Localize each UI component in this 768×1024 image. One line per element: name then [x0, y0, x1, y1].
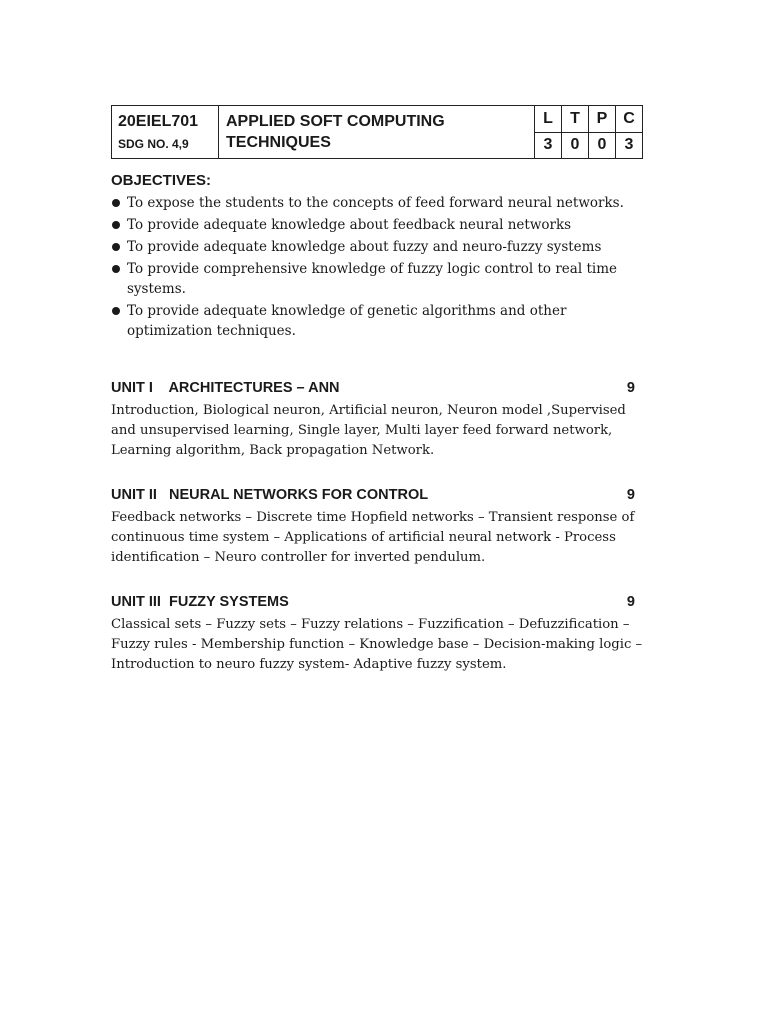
course-code: 20EIEL701 — [118, 112, 199, 130]
course-title-line1: APPLIED SOFT COMPUTING — [226, 113, 445, 130]
ltpc-value-c: 3 — [616, 132, 643, 159]
unit-2-content: Feedback networks – Discrete time Hopfield networks – Transient response of continuous time system – Applications of artificial neural network - Process identification – Neuro controller for inverted pendulum. — [111, 510, 635, 565]
course-title-line2: TECHNIQUES — [226, 134, 331, 151]
course-title-cell — [219, 106, 535, 159]
objective-text: To expose the students to the concepts of feed forward neural networks. — [127, 195, 624, 211]
unit-3-section — [111, 592, 651, 675]
objective-text: To provide adequate knowledge about feedback neural networks — [127, 217, 572, 233]
bullet-icon — [112, 199, 120, 207]
objectives-heading: OBJECTIVES: — [111, 172, 212, 189]
unit-3-content: Classical sets – Fuzzy sets – Fuzzy relations – Fuzzification – Defuzzification – Fuzzy rules - Membership function – Knowledge base – Decision-making logic – Introduction to neuro fuzzy system- Adaptive fuzzy system. — [111, 617, 643, 672]
objective-text: To provide comprehensive knowledge of fuzzy logic control to real time systems. — [127, 261, 617, 297]
unit-2-section — [111, 485, 651, 568]
ltpc-value-p: 0 — [589, 132, 616, 159]
ltpc-header-l: L — [535, 106, 562, 133]
ltpc-header-t: T — [562, 106, 589, 133]
objective-item — [111, 301, 651, 341]
ltpc-value-t: 0 — [562, 132, 589, 159]
objective-item — [111, 237, 651, 257]
unit-1-content: Introduction, Biological neuron, Artificial neuron, Neuron model ,Supervised and unsupervised learning, Single layer, Multi layer feed forward network, Learning algorithm, Back propagation Network. — [111, 403, 626, 458]
objective-item — [111, 259, 651, 299]
bullet-icon — [112, 307, 120, 315]
bullet-icon — [112, 243, 120, 251]
unit-1-heading — [111, 378, 651, 398]
unit-2-heading — [111, 485, 651, 505]
sdg-number: SDG NO. 4,9 — [118, 136, 189, 151]
objectives-list — [111, 193, 651, 343]
bullet-icon — [112, 265, 120, 273]
unit-1-title: UNIT I ARCHITECTURES – ANN — [111, 380, 340, 396]
unit-3-hours: 9 — [626, 594, 635, 610]
ltpc-value-l: 3 — [535, 132, 562, 159]
ltpc-header-c: C — [616, 106, 643, 133]
bullet-icon — [112, 221, 120, 229]
unit-3-heading — [111, 592, 651, 612]
unit-2-hours: 9 — [626, 487, 635, 503]
objective-item — [111, 193, 651, 213]
unit-2-title: UNIT II NEURAL NETWORKS FOR CONTROL — [111, 487, 429, 503]
objective-text: To provide adequate knowledge of genetic algorithms and other optimization techniques. — [127, 303, 567, 339]
course-code-cell — [112, 106, 219, 159]
objective-text: To provide adequate knowledge about fuzzy and neuro-fuzzy systems — [127, 239, 602, 255]
unit-1-section — [111, 378, 651, 461]
unit-3-title: UNIT III FUZZY SYSTEMS — [111, 594, 289, 610]
ltpc-header-p: P — [589, 106, 616, 133]
objective-item — [111, 215, 651, 235]
unit-1-hours: 9 — [626, 380, 635, 396]
course-header-table — [111, 105, 643, 159]
